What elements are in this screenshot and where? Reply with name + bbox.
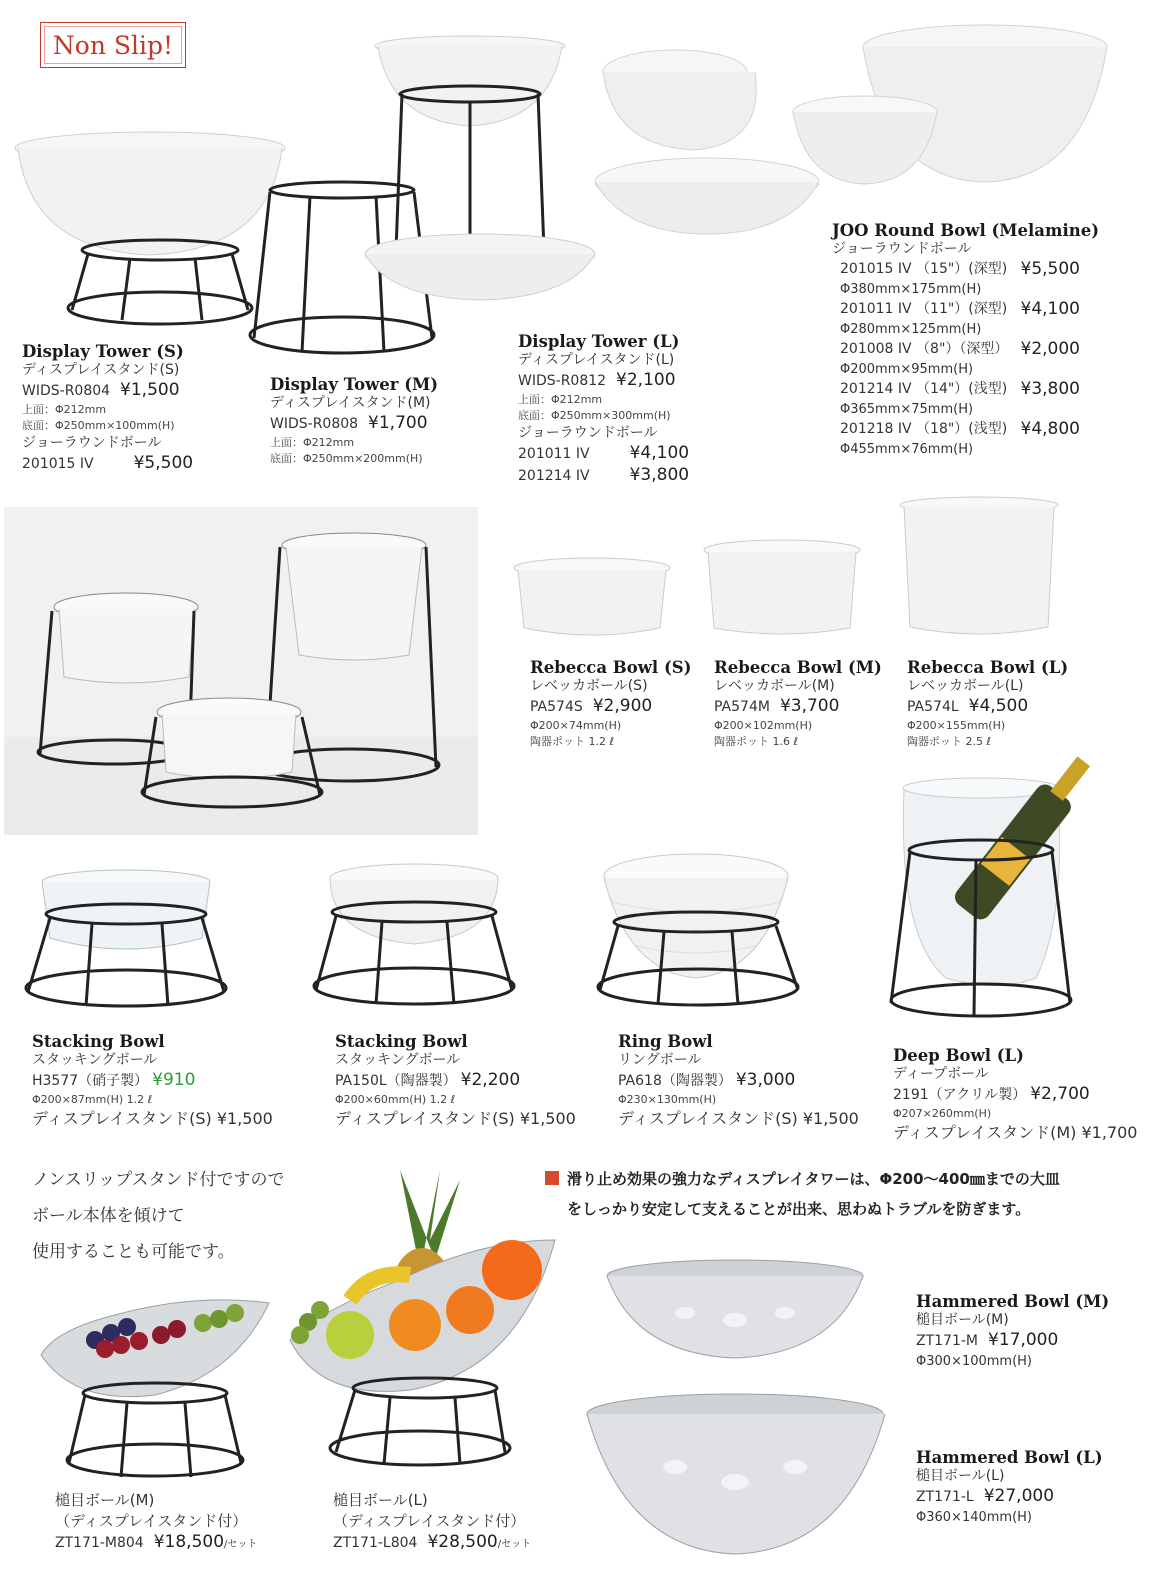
item-size: Φ380mm×175mm(H) — [840, 282, 982, 297]
product-price: ¥28,500 — [427, 1532, 498, 1552]
stacking-bowl-ceramic-image — [312, 862, 522, 1017]
product-jp-name: レベッカボール(L) — [907, 678, 1024, 694]
product-jp-name: レベッカボール(S) — [530, 678, 648, 694]
stacking-bowl-glass-image — [22, 868, 232, 1018]
hammered-set-l-info — [333, 1490, 531, 1555]
product-sku: WIDS-R0808 — [270, 416, 359, 432]
display-tower-l-info — [518, 332, 689, 487]
display-tower-s-info — [22, 342, 193, 475]
product-price: ¥2,700 — [1030, 1084, 1090, 1104]
product-jp-note: （ディスプレイスタンド付） — [55, 1512, 248, 1530]
product-title: Rebecca Bowl (S) — [530, 658, 692, 677]
product-title: Rebecca Bowl (M) — [714, 658, 882, 677]
hammered-bowl-l-image — [585, 1392, 887, 1557]
joo-round-bowl-info — [832, 221, 1099, 459]
product-price: ¥1,500 — [120, 380, 180, 400]
note-line: をしっかり安定して支えることが出来、思わぬトラブルを防ぎます。 — [567, 1200, 1031, 1218]
product-jp-name: ジョーラウンドボール — [832, 241, 972, 257]
stand-price: ディスプレイスタンド(M) ¥1,700 — [893, 1123, 1138, 1142]
top-size: 上面：Φ212mm — [270, 436, 355, 449]
product-title: Display Tower (S) — [22, 342, 184, 361]
hammered-bowl-l-info — [916, 1448, 1103, 1527]
product-price: ¥17,000 — [988, 1330, 1059, 1350]
item-price: ¥4,800 — [1020, 419, 1080, 439]
product-sku: H3577（硝子製） — [32, 1073, 149, 1089]
rebecca-bowl-m-image — [702, 540, 862, 642]
rebecca-bowl-l-image — [898, 497, 1060, 643]
item-sku: 201015 IV （15"）(深型) — [840, 261, 1008, 277]
deep-bowl-image — [886, 738, 1076, 1023]
product-price: ¥2,900 — [592, 696, 653, 716]
product-sku: ZT171-M — [916, 1333, 978, 1349]
price-unit: /セット — [497, 1539, 532, 1550]
item-size: Φ200mm×95mm(H) — [840, 362, 974, 377]
product-jp-note: （ディスプレイスタンド付） — [333, 1512, 526, 1530]
display-tower-m-info — [270, 375, 438, 467]
product-title: Rebecca Bowl (L) — [907, 658, 1069, 677]
item-price: ¥3,800 — [1020, 379, 1080, 399]
product-price: ¥2,200 — [460, 1070, 521, 1090]
item-sku: 201214 IV （14"）(浅型) — [840, 381, 1008, 397]
hammered-bowl-set-m-image — [35, 1285, 275, 1490]
note-line: 滑り止め効果の強力なディスプレイタワーは、Φ200〜400㎜までの大皿 — [567, 1170, 1060, 1188]
product-jp-name: スタッキングボール — [335, 1052, 461, 1068]
bowl-price: ¥4,100 — [629, 443, 690, 463]
product-sku: 2191（アクリル製） — [893, 1087, 1027, 1103]
display-tower-l-image — [350, 36, 590, 316]
product-volume: 陶器ポット 1.2 ℓ — [530, 735, 615, 748]
product-sku: PA150L（陶器製） — [335, 1073, 457, 1089]
rebecca-bowl-m-info — [714, 658, 882, 750]
item-sku: 201218 IV （18"）(浅型) — [840, 421, 1008, 437]
product-jp-name: 槌目ボール(M) — [916, 1312, 1009, 1328]
product-title: Display Tower (L) — [518, 332, 680, 351]
bowl-sku: 201214 IV — [518, 468, 590, 484]
hammered-set-m-info — [55, 1490, 257, 1555]
product-size: Φ200×60mm(H) 1.2 ℓ — [335, 1093, 456, 1106]
product-price: ¥18,500 — [153, 1532, 225, 1552]
product-size: Φ200×155mm(H) — [907, 719, 1006, 732]
item-price: ¥4,100 — [1020, 299, 1080, 319]
hammered-bowl-m-info — [916, 1292, 1109, 1371]
bowl-price: ¥3,800 — [629, 465, 690, 485]
product-jp-name: ディスプレイスタンド(M) — [270, 395, 431, 411]
rebecca-display-photo — [4, 507, 478, 835]
bowl-jp-name: ジョーラウンドボール — [22, 435, 162, 451]
bottom-size: 底面：Φ250mm×300mm(H) — [518, 409, 671, 422]
product-jp-name: スタッキングボール — [32, 1052, 158, 1068]
product-size: Φ200×74mm(H) — [530, 719, 622, 732]
product-sku: ZT171-L804 — [333, 1535, 418, 1551]
item-price: ¥2,000 — [1020, 339, 1080, 359]
product-sku: WIDS-R0812 — [518, 373, 607, 389]
product-price: ¥3,700 — [779, 696, 840, 716]
product-jp-name: レベッカボール(M) — [714, 678, 835, 694]
tower-note — [545, 1164, 1060, 1224]
product-size: Φ360×140mm(H) — [916, 1510, 1032, 1525]
product-price: ¥27,000 — [983, 1486, 1055, 1506]
product-price: ¥4,500 — [968, 696, 1029, 716]
top-size: 上面：Φ212mm — [22, 403, 107, 416]
hammered-bowl-set-l-image — [280, 1150, 565, 1480]
bowl-sku: 201015 IV — [22, 456, 94, 472]
product-sku: PA574S — [530, 699, 583, 715]
note-line: 使用することも可能です。 — [32, 1242, 235, 1262]
product-price: ¥1,700 — [368, 413, 428, 433]
product-jp-name: ディープボール — [893, 1066, 989, 1082]
product-sku: PA574L — [907, 699, 959, 715]
product-sku: ZT171-L — [916, 1489, 974, 1505]
product-jp-name: 槌目ボール(L) — [916, 1468, 1005, 1484]
item-sku: 201008 IV （8"）（深型） — [840, 341, 1009, 357]
display-tower-s-image — [10, 130, 290, 330]
product-sku: WIDS-R0804 — [22, 383, 111, 399]
product-title: Display Tower (M) — [270, 375, 439, 394]
joo-round-bowls-image — [595, 22, 1115, 237]
item-size: Φ280mm×125mm(H) — [840, 322, 982, 337]
product-jp-name: リングボール — [618, 1052, 702, 1068]
stand-price: ディスプレイスタンド(S) ¥1,500 — [32, 1109, 273, 1128]
product-title: JOO Round Bowl (Melamine) — [832, 221, 1100, 240]
product-size: Φ300×100mm(H) — [916, 1354, 1032, 1369]
product-jp-name: ディスプレイスタンド(S) — [22, 362, 180, 378]
note-line: ノンスリップスタンド付ですので — [32, 1170, 285, 1190]
product-price: ¥3,000 — [735, 1070, 796, 1090]
bottom-size: 底面：Φ250mm×100mm(H) — [22, 419, 175, 432]
product-size: Φ200×87mm(H) 1.2 ℓ — [32, 1093, 153, 1106]
product-size: Φ230×130mm(H) — [618, 1093, 717, 1106]
item-size: Φ455mm×76mm(H) — [840, 442, 974, 457]
rebecca-bowl-s-image — [512, 558, 672, 643]
item-size: Φ365mm×75mm(H) — [840, 402, 974, 417]
product-title: Deep Bowl (L) — [893, 1046, 1024, 1065]
product-volume: 陶器ポット 2.5 ℓ — [907, 735, 992, 748]
note-line: ボール本体を傾けて — [32, 1206, 185, 1226]
product-price: ¥910 — [152, 1070, 196, 1090]
product-jp-name: ディスプレイスタンド(L) — [518, 352, 675, 368]
rebecca-bowl-s-info — [530, 658, 691, 750]
rebecca-bowl-l-info — [907, 658, 1068, 750]
bowl-jp-name: ジョーラウンドボール — [518, 425, 658, 441]
ring-bowl-image — [598, 852, 803, 1017]
deep-bowl-info — [893, 1046, 1137, 1143]
product-title: Stacking Bowl — [32, 1032, 165, 1051]
stacking-bowl-glass-info — [32, 1032, 273, 1129]
bowl-sku: 201011 IV — [518, 446, 590, 462]
product-size: Φ200×102mm(H) — [714, 719, 813, 732]
product-jp-name: 槌目ボール(L) — [333, 1491, 428, 1509]
ring-bowl-info — [618, 1032, 859, 1129]
product-sku: ZT171-M804 — [55, 1535, 144, 1551]
top-size: 上面：Φ212mm — [518, 393, 603, 406]
product-price: ¥2,100 — [616, 370, 676, 390]
product-volume: 陶器ポット 1.6 ℓ — [714, 735, 799, 748]
item-price: ¥5,500 — [1020, 259, 1080, 279]
product-sku: PA574M — [714, 699, 770, 715]
price-unit: /セット — [224, 1539, 258, 1550]
product-sku: PA618（陶器製） — [618, 1073, 732, 1089]
stacking-bowl-ceramic-info — [335, 1032, 576, 1129]
item-sku: 201011 IV （11"）(深型) — [840, 301, 1008, 317]
product-size: Φ207×260mm(H) — [893, 1107, 992, 1120]
hammered-bowl-m-image — [605, 1258, 867, 1363]
stand-price: ディスプレイスタンド(S) ¥1,500 — [335, 1109, 576, 1128]
non-slip-badge: Non Slip! — [40, 22, 186, 68]
stand-price: ディスプレイスタンド(S) ¥1,500 — [618, 1109, 859, 1128]
product-title: Hammered Bowl (M) — [916, 1292, 1110, 1311]
product-title: Hammered Bowl (L) — [916, 1448, 1103, 1467]
tilt-note — [32, 1162, 284, 1270]
bottom-size: 底面：Φ250mm×200mm(H) — [270, 452, 423, 465]
product-title: Stacking Bowl — [335, 1032, 468, 1051]
bowl-price: ¥5,500 — [133, 453, 194, 473]
product-title: Ring Bowl — [618, 1032, 713, 1051]
product-jp-name: 槌目ボール(M) — [55, 1491, 155, 1509]
